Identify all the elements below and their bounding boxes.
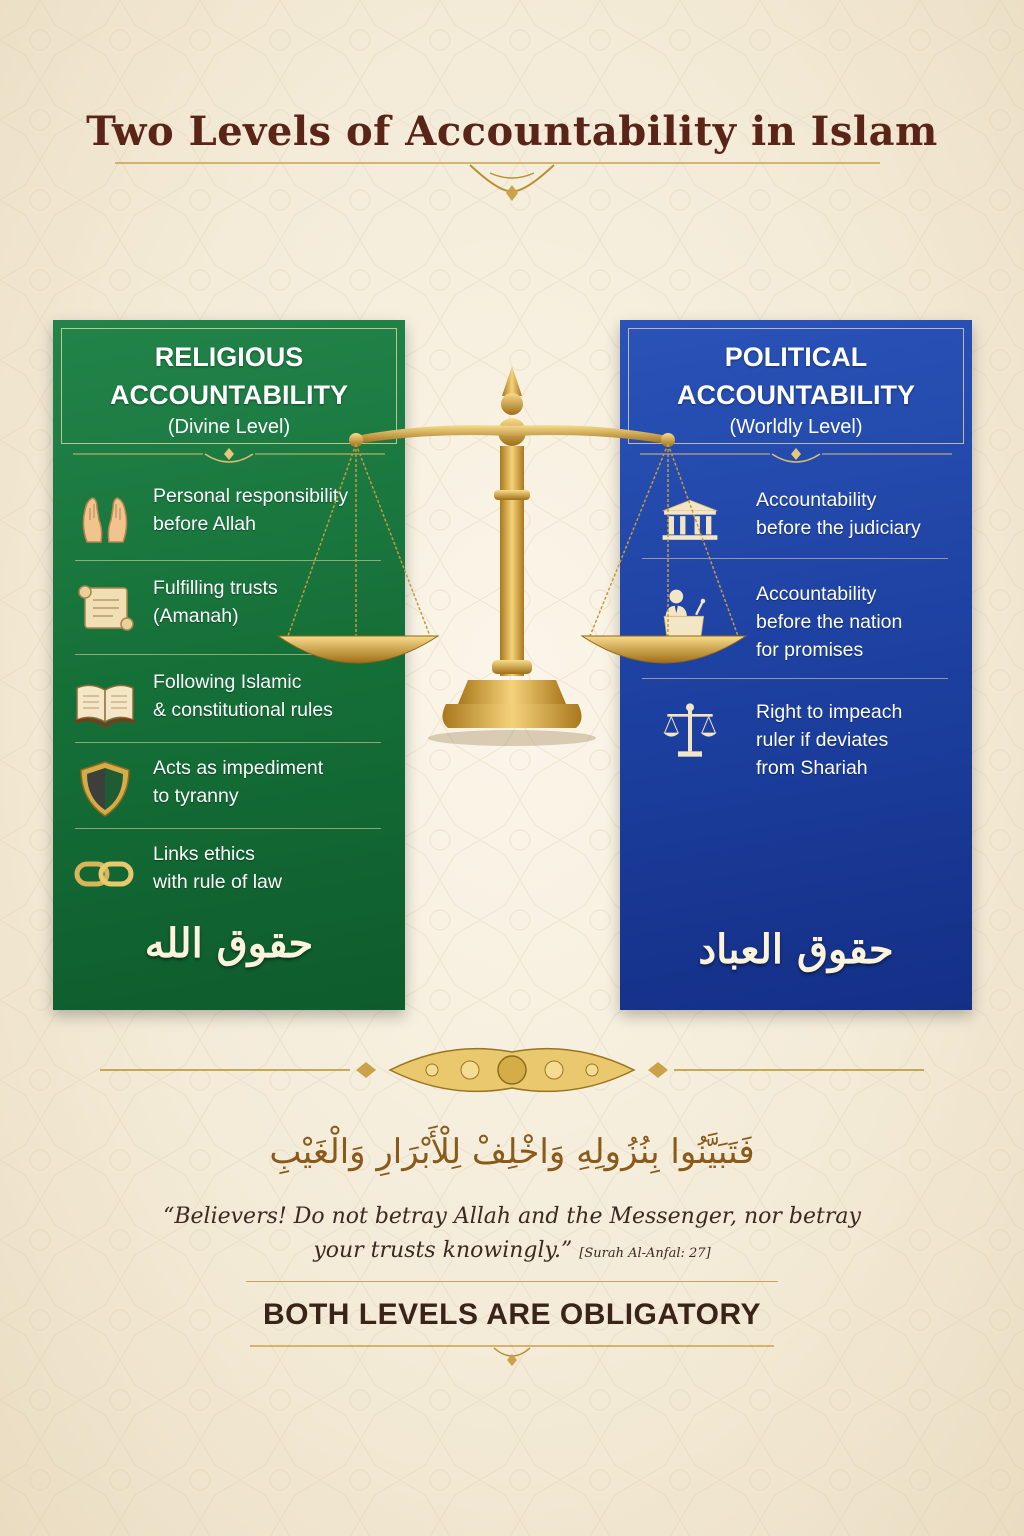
quran-quote: [150, 1200, 874, 1271]
item-text: [153, 754, 399, 810]
item-line: before Allah: [153, 513, 256, 535]
scroll-icon: [73, 578, 137, 638]
quote-text: “Believers! Do not betray Allah and the Messenger, nor betray your trusts knowingly.”: [163, 1204, 861, 1263]
item-line: Acts as impediment: [153, 757, 324, 779]
item-text: [756, 698, 966, 782]
title-ornament: [0, 155, 1024, 205]
quote-reference: [Surah Al-Anfal: 27]: [579, 1246, 711, 1261]
heading-line-2: ACCOUNTABILITY: [110, 380, 348, 410]
arabic-verse: فَتَبَيَّنُوا بِنُزُولِهِ وَاخْلِفْ لِلْأَبْرَارِ وَالْغَيْبِ: [269, 1132, 755, 1172]
item-line: (Amanah): [153, 605, 239, 627]
item-line: Following Islamic: [153, 671, 302, 693]
footer-ornament: [0, 1342, 1024, 1372]
item-line: before the nation: [756, 611, 903, 633]
chain-link-icon: [73, 844, 137, 904]
praying-hands-icon: [73, 486, 137, 546]
item-text: [153, 840, 399, 896]
arabic-calligraphy: حقوق العباد: [698, 926, 894, 973]
item-line: ruler if deviates: [756, 729, 889, 751]
list-item: [53, 834, 405, 920]
item-line: for promises: [756, 639, 864, 661]
item-line: Fulfilling trusts: [153, 577, 278, 599]
item-line: before the judiciary: [756, 517, 921, 539]
list-item: [53, 748, 405, 834]
quote-divider: [246, 1281, 778, 1282]
item-line: to tyranny: [153, 785, 239, 807]
item-line: with rule of law: [153, 871, 282, 893]
item-text: [756, 580, 966, 664]
balance-scale-icon: [270, 360, 750, 750]
item-line: Accountability: [756, 583, 877, 605]
heading-line-1: RELIGIOUS: [154, 342, 304, 372]
item-line: Personal responsibility: [153, 485, 349, 507]
divider: [75, 828, 381, 829]
item-line: Links ethics: [153, 843, 255, 865]
item-line: from Shariah: [756, 757, 868, 779]
heading-line-2: ACCOUNTABILITY: [677, 380, 915, 410]
arabic-calligraphy: حقوق الله: [144, 920, 314, 967]
open-book-icon: [73, 672, 137, 732]
page-title: Two Levels of Accountability in Islam: [86, 108, 938, 155]
shield-icon: [73, 758, 137, 818]
divider-ornament: [0, 1040, 1024, 1100]
item-line: & constitutional rules: [153, 699, 333, 721]
item-line: Accountability: [756, 489, 877, 511]
panel-subheading: (Divine Level): [167, 416, 291, 438]
heading-line-1: POLITICAL: [724, 342, 868, 372]
panel-subheading: (Worldly Level): [729, 416, 863, 438]
item-text: [756, 486, 966, 542]
item-line: Right to impeach: [756, 701, 903, 723]
footer-statement: BOTH LEVELS ARE OBLIGATORY: [262, 1298, 762, 1331]
